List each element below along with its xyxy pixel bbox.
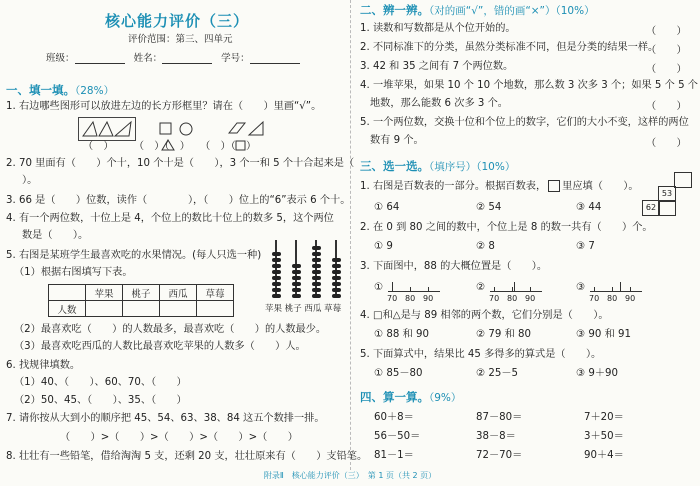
right-column	[352, 0, 700, 486]
choose-q2-opt1[interactable]: ① 9	[374, 241, 393, 252]
hundred-chart-box-blank	[674, 172, 692, 188]
judge-item-4a: 4. 一堆苹果，如果 10 个 10 个地数，那么数 3 次多 3 个；如果 5 个 5 个	[360, 80, 698, 91]
id-field[interactable]	[250, 53, 300, 64]
choose-q5: 5. 下面算式中，结果比 45 多得多的算式是（ ）。	[360, 349, 602, 360]
choose-q1-opt3[interactable]: ③ 44	[576, 202, 602, 213]
triangles-icon	[79, 118, 135, 140]
q5-sub2: （2）最喜欢吃（ ）的人数最多，最喜欢吃（ ）的人数最少。	[14, 324, 327, 335]
calc-item[interactable]: 72－70＝	[476, 450, 523, 461]
number-line-tick-label: 70	[589, 294, 600, 303]
abacus-bead	[312, 246, 321, 250]
abacus-figure	[268, 240, 348, 302]
shape-small-triangle-icon	[160, 137, 260, 157]
q6-row1: （1）40、（ ）、60、70、（ ）	[14, 377, 187, 388]
judge-paren-5[interactable]: （ ）	[646, 138, 687, 149]
q8-text: 8. 壮壮有一些铅笔，借给淘淘 5 支，还剩 20 支，壮壮原来有（ ）支铅笔。	[6, 451, 368, 462]
q5-sub1: （1）根据右图填写下表。	[14, 267, 133, 278]
table-header-cell: 草莓	[197, 285, 234, 301]
table-cell[interactable]	[123, 301, 160, 317]
judge-item-5a: 5. 一个两位数，交换十位和个位上的数字，它们的大小不变，这样的两位	[360, 117, 689, 128]
abacus-bead	[332, 294, 341, 298]
table-row-label: 人数	[49, 301, 86, 317]
judge-item-4b: 地数，那么能数 6 次多 3 个。	[370, 98, 508, 109]
q3-text: 3. 66 是（ ）位数，读作（ ），（ ）位上的“6”表示 6 个十。	[6, 195, 351, 206]
number-line-tick-label: 70	[387, 294, 398, 303]
judge-paren-1[interactable]: （ ）	[646, 26, 687, 37]
judge-paren-4[interactable]: （ ）	[646, 101, 687, 112]
judge-paren-3[interactable]: （ ）	[646, 64, 687, 75]
abacus-labels: 苹果 桃子 西瓜 草莓	[265, 304, 342, 314]
table-cell[interactable]	[86, 301, 123, 317]
q5-sub3: （3）最喜欢吃西瓜的人数比最喜欢吃苹果的人数多（ ）人。	[14, 341, 306, 352]
number-line-tick	[494, 287, 495, 292]
q7-answer-row[interactable]: （ ）>（ ）>（ ）>（ ）>（ ）	[60, 432, 298, 443]
calc-item[interactable]: 56－50＝	[374, 431, 421, 442]
calc-item[interactable]: 90＋4＝	[584, 450, 624, 461]
q6-row2: （2）50、45、（ ）、35、（ ）	[14, 395, 187, 406]
fruit-table	[48, 284, 234, 317]
number-line-tick-label: 90	[625, 294, 636, 303]
abacus-bead	[272, 288, 281, 292]
abacus-bead	[272, 264, 281, 268]
q2-line2: ）。	[22, 175, 38, 186]
abacus-bead	[272, 276, 281, 280]
number-line-tick	[594, 287, 595, 292]
q4-line1: 4. 有一个两位数，十位上是 4，个位上的数比十位上的数多 5，这个两位	[6, 213, 334, 224]
page-title: 核心能力评价（三）	[105, 12, 250, 30]
blank-box-icon	[548, 180, 560, 192]
table-row	[49, 301, 234, 317]
number-line-arrow-icon	[620, 282, 621, 291]
calc-item[interactable]: 60＋8＝	[374, 412, 414, 423]
calc-item[interactable]: 3＋50＝	[584, 431, 624, 442]
id-label: 学号：	[221, 53, 250, 64]
abacus-bead	[312, 288, 321, 292]
number-line-tick-label: 90	[423, 294, 434, 303]
page-footer: 附录Ⅱ 核心能力评价（三） 第 1 页（共 2 页）	[263, 471, 437, 480]
section-4-heading: 四、算一算。（9%）	[360, 390, 462, 404]
shape-answer-parens[interactable]: （ ） （ ）（ ） （ ）（ ）	[83, 141, 257, 152]
assessment-scope: 评价范围：第三、四单元	[128, 34, 233, 45]
number-line-option-label[interactable]: ②	[476, 282, 486, 293]
choose-q4-opt3[interactable]: ③ 90 和 91	[576, 329, 631, 340]
abacus-bead	[332, 276, 341, 280]
class-label: 班级：	[46, 53, 75, 64]
q7-text: 7. 请你按从大到小的顺序把 45、54、63、38、84 这五个数排一排。	[6, 413, 325, 424]
table-header-row	[49, 285, 234, 301]
abacus-bead	[272, 282, 281, 286]
choose-q1: 1. 右图是百数表的一部分。根据百数表， 里应填（ ）。	[360, 181, 639, 192]
abacus-bead	[292, 282, 301, 286]
abacus-bead	[272, 252, 281, 256]
abacus-bead	[332, 270, 341, 274]
q2-line1: 2. 70 里面有（ ）个十，10 个十是（ ），3 个一和 5 个十合起来是（	[6, 158, 355, 169]
abacus-bead	[332, 264, 341, 268]
number-line-tick-label: 80	[607, 294, 618, 303]
calc-item[interactable]: 81－1＝	[374, 450, 414, 461]
table-cell[interactable]	[197, 301, 234, 317]
choose-q5-opt3[interactable]: ③ 9＋90	[576, 368, 619, 379]
abacus-bead	[312, 264, 321, 268]
rectangle-frame	[78, 117, 136, 141]
number-line-tick	[530, 287, 531, 292]
abacus-bead	[332, 288, 341, 292]
number-line	[490, 291, 542, 292]
abacus-bead	[292, 264, 301, 268]
judge-item-1: 1. 读数和写数都是从个位开始的。	[360, 23, 516, 34]
judge-item-2: 2. 不同标准下的分类，虽然分类标准不同，但是分类的结果一样。	[360, 42, 659, 53]
q5-text: 5. 右图是某班学生最喜欢吃的水果情况。(每人只选一种)	[6, 250, 262, 261]
number-line-option-label[interactable]: ①	[374, 282, 384, 293]
abacus-bead	[312, 252, 321, 256]
q1-text: 1. 右边哪些图形可以放进左边的长方形框里？请在（ ）里画“√”。	[6, 101, 322, 112]
hundred-chart-box-62: 62	[642, 200, 660, 216]
choose-q3: 3. 下面图中，88 的大概位置是（ ）。	[360, 261, 548, 272]
abacus-bead	[292, 276, 301, 280]
choose-q4-opt1[interactable]: ① 88 和 90	[374, 329, 429, 340]
table-header-cell: 西瓜	[160, 285, 197, 301]
calc-item[interactable]: 38－8＝	[476, 431, 516, 442]
number-line	[388, 291, 440, 292]
hundred-chart-box-53: 53	[658, 186, 676, 202]
table-header-cell: 苹果	[86, 285, 123, 301]
q4-line2: 数是（ ）。	[22, 230, 89, 241]
abacus-bead	[292, 294, 301, 298]
calc-item[interactable]: 7＋20＝	[584, 412, 624, 423]
hundred-chart-box-blank	[658, 200, 676, 216]
abacus-bead	[332, 258, 341, 262]
number-line-arrow-icon	[514, 282, 515, 291]
number-line-tick	[428, 287, 429, 292]
abacus-bead	[312, 282, 321, 286]
choose-q2-opt3[interactable]: ③ 7	[576, 241, 595, 252]
section-1-heading: 一、填一填。（28%）	[6, 83, 115, 97]
abacus-bead	[332, 282, 341, 286]
judge-paren-2[interactable]: （ ）	[646, 45, 687, 56]
table-header-cell	[49, 285, 86, 301]
choose-q4-opt2[interactable]: ② 79 和 80	[476, 329, 531, 340]
choose-q5-opt2[interactable]: ② 25－5	[476, 368, 519, 379]
name-label: 姓名：	[133, 53, 163, 64]
table-header-cell: 桃子	[123, 285, 160, 301]
abacus-bead	[272, 270, 281, 274]
table-cell[interactable]	[160, 301, 197, 317]
abacus-bead	[272, 258, 281, 262]
abacus-bead	[272, 294, 281, 298]
choose-q5-opt1[interactable]: ① 85－80	[374, 368, 423, 379]
choose-q2: 2. 在 0 到 80 之间的数中，个位上是 8 的数一共有（ ）个。	[360, 222, 653, 233]
abacus-bead	[312, 294, 321, 298]
choose-q4: 4. □和△是与 89 相邻的两个数，它们分别是（ ）。	[360, 310, 609, 321]
number-line-tick	[512, 287, 513, 292]
student-info	[46, 50, 300, 64]
number-line-option-label[interactable]: ③	[576, 282, 586, 293]
number-line-tick	[630, 287, 631, 292]
number-line-tick-label: 70	[489, 294, 500, 303]
number-line-tick-label: 80	[507, 294, 518, 303]
choose-q1-opt1[interactable]: ① 64	[374, 202, 400, 213]
abacus-bead	[312, 258, 321, 262]
abacus-bead	[312, 270, 321, 274]
section-3-heading: 三、选一选。（填序号）（10%）	[360, 159, 516, 173]
calc-item[interactable]: 87－80＝	[476, 412, 523, 423]
number-line-tick	[410, 287, 411, 292]
choose-q2-opt2[interactable]: ② 8	[476, 241, 495, 252]
judge-item-5b: 数有 9 个。	[370, 135, 424, 146]
number-line-tick-label: 90	[525, 294, 536, 303]
judge-item-3: 3. 42 和 35 之间有 7 个两位数。	[360, 61, 514, 72]
section-2-heading: 二、辨一辨。（对的画“√”，错的画“×”）（10%）	[360, 3, 595, 17]
q6-text: 6. 找规律填数。	[6, 360, 81, 371]
name-field[interactable]	[162, 53, 212, 64]
choose-q1-opt2[interactable]: ② 54	[476, 202, 502, 213]
number-line-tick-label: 80	[405, 294, 416, 303]
number-line	[590, 291, 642, 292]
number-line-tick	[612, 287, 613, 292]
class-field[interactable]	[75, 53, 125, 64]
number-line-arrow-icon	[392, 282, 393, 291]
abacus-bead	[312, 276, 321, 280]
abacus-bead	[292, 288, 301, 292]
abacus-bead	[292, 270, 301, 274]
